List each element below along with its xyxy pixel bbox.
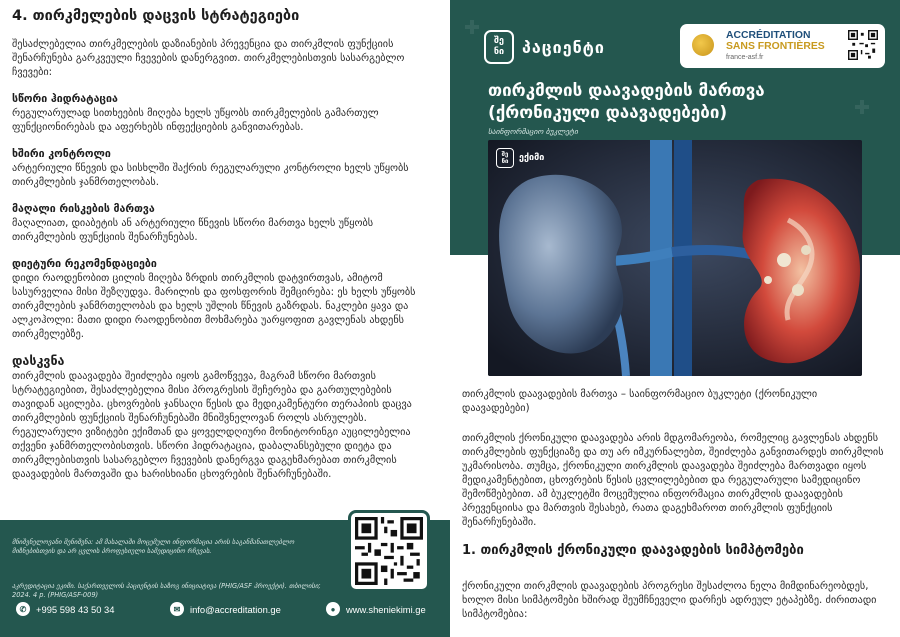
qr-code[interactable] [348,510,430,592]
habit-item [12,257,436,342]
intro-paragraph: თირკმლის ქრონიკული დაავადება არის მდგომარეობა, რომელიც გავლენას ახდენს თირკმლების ფუნქციაზე და თუ არ იმკურნალებთ, შეიძლება განვითარდეს თირკმლის უკმარისობა. თუმცა, ქრონიკული თირკმლის დაავადება შეიძლება მართვადი იყოს მედიკამენტებით, ცხოვრების წესის ცვლილებებით და რეგულარული სამედიცინო შემოწმებებით. ამ ბუკლეტში მოცემულია ინფორმაცია თირკმლის დაავადების პრევენციისა და მართვის შესახებ, რათა დაგეხმაროთ თირკმლის ფუნქციის შენარჩუნებაში. [462,433,884,528]
image-brand-name: ექიმი [519,153,545,163]
contacts-bar [12,600,442,618]
accreditation-subtitle: SANS FRONTIÈRES [726,41,825,52]
habit-item [12,147,436,190]
location-pin-icon: ● [326,602,340,616]
section-title: 4. თირკმელების დაცვის სტრატეგიები [12,8,300,24]
accreditation-qr-code[interactable] [848,30,878,60]
habit-heading: ხშირი კონტროლი [12,148,111,160]
intro-text: შესაძლებელია თირკმელების დაზიანების პრევენცია და თირკმლის ფუნქციის შენარჩუნება გარკვეული ჩვევების დანერგვით. თირკმელებისთვის სასარგებლო ჩვევები: [12,39,405,78]
accreditation-card [680,24,885,68]
left-body [12,38,436,494]
habit-text: რეგულარულად სითხეების მიღება ხელს უწყობს თირკმელების გამართულ ფუნქციონირებას და აფერხებს ინფექციების განვითარებას. [12,108,379,133]
habit-heading: მაღალი რისკების მართვა [12,203,155,215]
symptoms-heading: 1. თირკმლის ქრონიკული დაავადების სიმპტომები [462,543,804,558]
habit-heading: დიეტური რეკომენდაციები [12,258,157,270]
brand-name: პაციენტი [522,37,605,57]
accreditation-logo [692,34,714,56]
habit-heading: სწორი ჰიდრატაცია [12,93,118,105]
accreditation-url[interactable]: france-asf.fr [726,54,764,61]
qr-code-graphic [355,517,423,585]
phone-number: +995 598 43 50 34 [36,603,115,615]
image-brand [496,148,544,168]
phone-contact[interactable] [16,602,114,616]
mail-icon: ✉ [170,602,184,616]
image-brand-mark-bottom: ნი [501,158,509,165]
email-address: info@accreditation.ge [190,603,281,615]
conclusion-title: დასკვნა [12,353,65,368]
disclaimer: მნიშვნელოვანი შენიშვნა: ამ მასალაში მოცემული ინფორმაცია არის საგანმანათლებლო მიზნებისთვის და არ ცვლის პროფესიული სამედიცინო რჩევას. [12,538,295,555]
brand-mark-top: შე [494,36,504,46]
accreditation-title: ACCRÉDITATION [726,30,811,41]
cover-subtitle: საინფორმაციო ბუკლეტი [488,127,578,136]
habit-item [12,202,436,245]
citation: აკრედიტაცია ეკიმი. საქართველოს პაციენტის საზოგ ინიციატივა (PHIG/ASF პროექტი). თბილისი; 2024. 4 p. (PHIG/ASF-009) [12,582,321,599]
conclusion-text: თირკმლის დაავადება შეიძლება იყოს გამოწვევა, მაგრამ სწორი მართვის სტრატეგიებით, შესაძლებელია მისი პროგრესის შეჩერება და გართულებების თავიდან აცილება. ცხოვრების ჯანსაღი წესის და მედიკამენტური თერაპიის დაცვა თირკმლების ფუნქციის შენარჩუნებაში მნიშვნელოვან როლს ასრულებს. რეგულარული ვიზიტები ექიმთან და ყოველდღიური მონიტორინგი აუცილებელია თქვენი ჯანმრთელობისთვის. სწორი ჰიდრატაცია, დაბალანსებული დიეტა და თირკმლებისთვის სასარგებლო ჩვევების დანერგვა დაგეხმარებათ თირკმლის დაავადების მართვაში და ხარისხიანი ცხოვრების შენარჩუნებაში. [12,371,412,480]
brand-mark [484,30,514,64]
email-contact[interactable] [170,602,281,616]
cover-title: თირკმლის დაავადების მართვა (ქრონიკული დაავადებები) [488,81,765,123]
brand-logo [484,30,605,64]
kidney-illustration [488,140,862,376]
image-brand-mark-top: შე [501,151,509,158]
kidney-illustration-graphic [488,140,862,376]
brand-mark-bottom: ნი [493,47,505,57]
website-contact[interactable] [326,602,426,616]
habit-text: მაღალიათ, დიაბეტის ან არტერიული წნევის სწორი მართვა ხელს უწყობს თირკმლების ფუნქციის შენარჩუნებას. [12,218,374,243]
website-url: www.sheniekimi.ge [346,603,426,615]
habit-item [12,92,436,135]
habit-text: დიდი რაოდენობით ცილის მიღება ზრდის თირკმლის დატვირთვას, ამიტომ სასურველია მისი შეზღუდვა. მარილის და ფოსფორის შემცირება: ეს ხელს უწყობს თირკმლების ჯანმრთელობას და ხელს უშლის წნევის გაზრდას. ნაკლები ყავა და ალკოჰოლი: მათი დიდი რაოდენობით მოხმარება უარყოფით გავლენას ახდენს თირკმელებზე. [12,273,416,340]
symptoms-text: ქრონიკული თირკმლის დაავადების პროგრესი შესაძლოა ნელა მიმდინარეობდეს, ხოლო მისი სიმპტომები ხშირად შეუმჩნეველი დარჩეს ადრეულ ეტაპებზე. ძირითადი სიმპტომებია: [462,581,877,620]
habit-text: არტერიული წნევის და სისხლში შაქრის რეგულარული კონტროლი ხელს უწყობს თირკმლების ჯანმრთელობას. [12,163,409,188]
image-caption: თირკმლის დაავადების მართვა – საინფორმაციო ბუკლეტი (ქრონიკული დაავადებები) [462,389,818,414]
phone-icon: ✆ [16,602,30,616]
image-brand-mark [496,148,514,168]
